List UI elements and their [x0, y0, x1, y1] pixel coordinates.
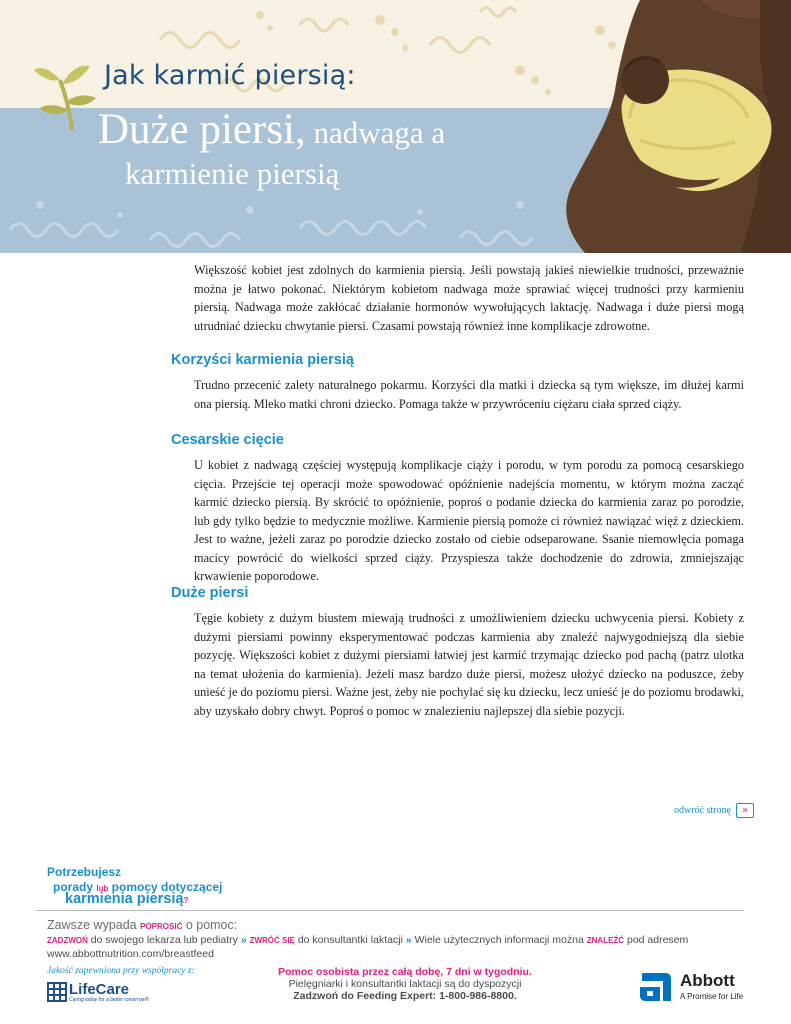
blue-swirl-decoration [10, 222, 532, 247]
lifecare-tagline: Caring today for a better tomorrow® [69, 997, 149, 1003]
contact-highlight: ZWRÓĆ SIĘ [249, 936, 295, 945]
help-staff: Pielęgniarki i konsultantki laktacji są do dyspozycji [288, 978, 522, 990]
page-title-sub: nadwaga a [305, 115, 446, 150]
contact-options-line [47, 934, 688, 946]
section-body-benefits: Trudno przecenić zalety naturalnego pokarmu. Korzyści dla matki i dziecka są tym większe, im dłużej karmi ona piersią. Mleko matki chroni dziecko. Pomaga także w przywróceniu ciężaru ciała sprzed ciąży. [194, 378, 744, 411]
ask-text-a: Zawsze wypada [47, 918, 141, 932]
page-title-main: Duże piersi, [98, 106, 306, 153]
ask-for-help-text [47, 918, 237, 932]
section-body-large-breasts: Tęgie kobiety z dużym biustem miewają trudności z umożliwieniem dziecku uchwycenia piersi. Kobiety z dużymi piersiami powinny eksperymentować podczas karmienia aby znaleźć najwygodniejszą dla siebie pozycję. Większości kobiet z dużymi piersiami łatwiej jest karmić trzymając dziecko pod pachą (patrz ulotka na temat ułożenia do karmienia). Jeżeli masz bardzo duże piersi, możesz ułożyć dziecko na poduszce, żeby unieść je do poziomu piersi. Ważne jest, żeby nie pochylać się ku dziecku, lecz unieść je do poziomu brodawki, aby uzyskało dobry chwyt. Poproś o pomoc w znalezieniu najlepszej dla siebie pozycji. [194, 611, 744, 718]
page-title [98, 108, 445, 151]
section-body-cesarean: U kobiet z nadwagą częściej występują komplikacje ciąży i porodu, w tym porodu za pomocą cesarskiego cięcia. Przejście tej operacji może spowodować opóźnienie nadejścia momentu, w którym można zacząć karmić dziecko piersią. By skrócić to opóźnienie, poproś o podanie dziecka do karmienia zaraz po porodzie, lub gdy tylko będzie to medycznie możliwe. Karmienie piersią pomoże ci również nawiązać więź z dzieckiem. Jest to ważne, jeżeli zaraz po porodzie dziecko zostało od ciebie odseparowane. Ssanie niemowlęcia pomaga macicy powrócić do wielkości sprzed ciąży. Przyspiesza także dochodzenie do zdrowia, zmniejszając krwawienie poporodowe. [194, 458, 744, 583]
page-title-line2: karmienie piersią [125, 156, 340, 191]
info-text: Wiele użytecznych informacji można [411, 934, 587, 946]
footer-divider [36, 910, 744, 911]
help-prompt-or: lub [96, 884, 109, 893]
help-prompt-question-mark: ? [183, 896, 189, 905]
website-link[interactable]: www.abbottnutrition.com/breastfeed [47, 948, 214, 960]
leaf-sprout-icon [34, 66, 96, 130]
intro-paragraph: Większość kobiet jest zdolnych do karmienia piersią. Jeśli powstają jakieś niewielkie trudności, przeważnie można je łatwo pokonać. Niektórym kobietom nadwaga może sprawiać więcej trudności przy karmieniu piersią. Nadwaga może zakłócać działanie hormonów wywołujących laktację. Nadwaga i duże piersi mogą utrudniać dziecku chwytanie piersi. Czasami powstają również inne komplikacje zdrowotne. [194, 263, 744, 333]
help-prompt-support: pomocy dotyczącej [108, 880, 223, 894]
blue-dot-decoration [36, 201, 524, 218]
help-24-7: Pomoc osobista przez całą dobę, 7 dni w tygodniu. [278, 966, 532, 978]
turn-page-link[interactable] [674, 803, 754, 818]
lifecare-name: LifeCare [69, 981, 130, 998]
abbott-name: Abbott [680, 971, 735, 990]
help-prompt-line1: Potrzebujesz [47, 865, 122, 879]
feeding-expert-info [250, 966, 560, 1002]
ask-text-c: o pomoc: [182, 918, 238, 932]
lifecare-logo [47, 980, 177, 1004]
call-highlight: ZADZWOŃ [47, 936, 88, 945]
address-text: pod adresem [624, 934, 689, 946]
help-phone: Zadzwoń do Feeding Expert: 1-800-986-8800. [293, 990, 517, 1002]
abbott-a-icon [638, 971, 674, 1003]
section-heading-large-breasts: Duże piersi [171, 585, 249, 601]
lifecare-grid-icon [47, 982, 67, 1002]
series-title: Jak karmić piersią: [104, 60, 356, 91]
turn-page-label: odwróć stronę [674, 805, 731, 816]
turn-page-arrow-icon[interactable]: » [736, 803, 754, 818]
mother-baby-illustration-icon [566, 0, 791, 253]
quality-note: Jakość zapewniona przy współpracy z: [47, 966, 195, 976]
abbott-logo [638, 971, 748, 1005]
section-heading-cesarean: Cesarskie cięcie [171, 432, 284, 448]
help-prompt-line3 [65, 891, 188, 907]
header-banner [0, 0, 791, 253]
help-prompt-advice: porady [53, 880, 97, 894]
contact-consultant-text: do konsultantki laktacji [294, 934, 406, 946]
find-highlight: ZNALEŹĆ [586, 936, 625, 945]
abbott-tagline: A Promise for Life [680, 992, 744, 1001]
help-prompt-breastfeeding: karmienia piersią [65, 891, 184, 907]
separator-icon: » [405, 934, 412, 946]
ask-highlight: POPROSIĆ [140, 922, 183, 931]
separator-icon: » [240, 934, 247, 946]
call-doctor-text: do swojego lekarza lub pediatry [87, 934, 241, 946]
section-heading-benefits: Korzyści karmienia piersią [171, 352, 354, 368]
